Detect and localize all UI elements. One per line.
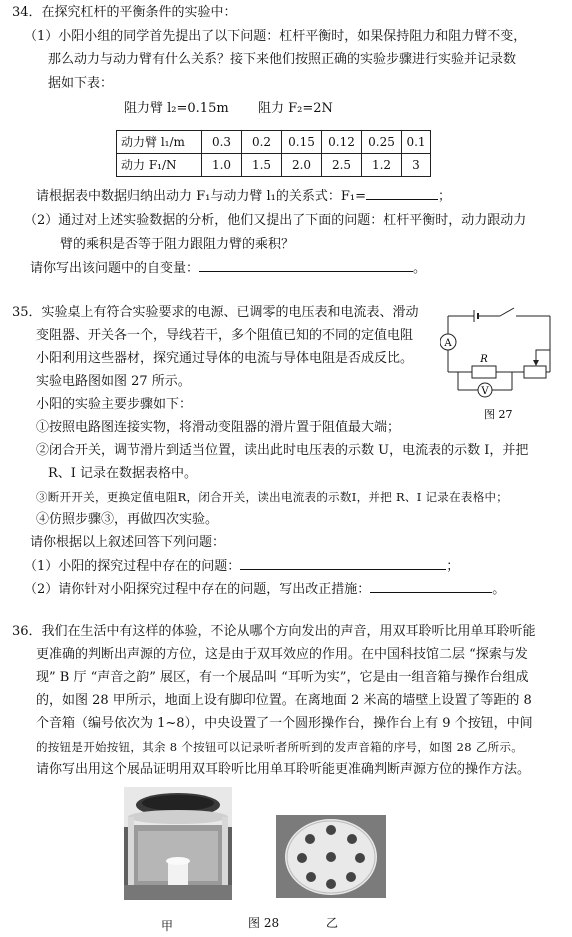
voltmeter-label: V: [481, 386, 489, 397]
q36-line6: 的按钮是开始按钮，其余 8 个按钮可以记录听者所听到的发声音箱的序号，如图 28 乙所示。: [36, 740, 524, 754]
exhibit-photo: [124, 787, 232, 900]
q35-step3: ③断开开关，更换定值电阻R，闭合开关，读出电流表的示数I，并把 R、I 记录在表格中；: [36, 490, 509, 504]
q34-relation-question: [36, 186, 451, 208]
figure-28-caption: 图 28: [248, 916, 280, 930]
answer-blank[interactable]: [370, 580, 492, 593]
q35-step1: ①按照电路图连接实物，将滑动变阻器的滑片置于阻值最大端；: [36, 420, 401, 435]
rheostat: [524, 366, 546, 378]
table-cell: 0.3: [202, 131, 242, 154]
q35-answer1: [24, 556, 459, 578]
q35-answer1-text: （1）小阳的探究过程中存在的问题：: [24, 559, 241, 574]
q35-answer1-end: ；: [446, 559, 460, 574]
q34-condition-arm: 阻力臂 l₂=0.15m: [124, 101, 229, 116]
q35-answer2: [24, 579, 505, 601]
q35-step2: ②闭合开关，调节滑片到适当位置，读出此时电压表的示数 U，电流表的示数 I，并把: [36, 443, 529, 458]
table-cell: 1.2: [362, 154, 402, 177]
table-row-label: 动力 F₁/N: [117, 154, 202, 177]
q34-condition-force: 阻力 F₂=2N: [258, 101, 333, 116]
table-cell: 0.12: [322, 131, 362, 154]
caption-yi: 乙: [326, 916, 339, 930]
table-row: [117, 131, 431, 154]
answer-blank[interactable]: [366, 187, 438, 200]
q36-line2: 更准确的判断出声源的方位，这是由于双耳效应的作用。在中国科技馆二层 “探索与发: [36, 647, 528, 662]
table-row-label: 动力臂 l₁/m: [117, 131, 202, 154]
q35-line2: 变阻器、开关各一个，导线若干，多个阻值已知的不同的定值电阻: [36, 328, 414, 343]
q34-part2-line2: 臂的乘积是否等于阻力跟阻力臂的乘积？: [60, 237, 295, 252]
q34-part2-line1: （2）通过对上述实验数据的分析，他们又提出了下面的问题：杠杆平衡时，动力跟动力: [24, 213, 527, 228]
q36-line5: 个音箱（编号依次为 1~8），中央设置了一个圆形操作台，操作台上有 9 个按钮，中间: [36, 716, 533, 731]
resistor-label: R: [480, 354, 488, 365]
q34-part1-line1: （1）小阳小组的同学首先提出了以下问题：杠杆平衡时，如果保持阻力和阻力臂不变，: [24, 29, 527, 44]
q36-line4: 的，如图 28 甲所示，地面上设有脚印位置。在离地面 2 米高的墙壁上设置了等距的 8: [36, 693, 532, 708]
q34-variable-question: [30, 258, 426, 280]
q34-relation-end: ；: [438, 189, 452, 204]
ammeter-label: A: [444, 338, 452, 349]
q34-variable-end: 。: [413, 261, 427, 276]
caption-jia: 甲: [161, 919, 174, 933]
q35-step2-cont: R、I 记录在数据表格中。: [48, 466, 198, 481]
q34-title: 34．在探究杠杆的平衡条件的实验中：: [12, 5, 237, 20]
operation-panel-photo: [276, 815, 386, 898]
table-cell: 1.5: [242, 154, 282, 177]
table-cell: 2.5: [322, 154, 362, 177]
resistor-r: [472, 366, 496, 378]
q35-step4: ④仿照步骤③，再做四次实验。: [36, 512, 219, 527]
q35-ask: 请你根据以上叙述回答下列问题：: [30, 535, 226, 550]
q35-answer2-text: （2）请你针对小阳探究过程中存在的问题，写出改正措施：: [24, 582, 371, 597]
switch-blade: [500, 308, 514, 316]
q35-answer2-end: 。: [492, 582, 506, 597]
table-cell: 0.1: [402, 131, 431, 154]
q36-line7: 请你写出用这个展品证明用双耳聆听比用单耳聆听能更准确判断声源方位的操作方法。: [36, 762, 531, 777]
q34-part1-line2: 那么动力与动力臂有什么关系？接下来他们按照正确的实验步骤进行实验并记录数: [48, 52, 517, 67]
table-cell: 3: [402, 154, 431, 177]
q36-line3: 现” B 厅 “声音之韵” 展区，有一个展品叫 “耳听为实”，它是由一组音箱与操作台组成: [36, 670, 529, 685]
table-cell: 0.25: [362, 131, 402, 154]
q35-line1: 35．实验桌上有符合实验要求的电源、已调零的电压表和电流表、滑动: [12, 305, 419, 320]
q35-line5: 小阳的实验主要步骤如下：: [36, 397, 193, 412]
q35-line3: 小阳利用这些器材，探究通过导体的电流与导体电阻是否成反比。: [36, 351, 414, 366]
q34-data-table: [116, 130, 431, 177]
circuit-diagram: [440, 300, 560, 425]
table-cell: 0.2: [242, 131, 282, 154]
figure-27-caption: 图 27: [484, 408, 513, 421]
table-cell: 2.0: [282, 154, 322, 177]
q34-variable-text: 请你写出该问题中的自变量：: [30, 261, 200, 276]
table-cell: 0.15: [282, 131, 322, 154]
q34-part1-line3: 据如下表：: [48, 76, 114, 91]
q35-line4: 实验电路图如图 27 所示。: [36, 374, 191, 389]
table-row: [117, 154, 431, 177]
q36-line1: 36．我们在生活中有这样的体验，不论从哪个方向发出的声音，用双耳聆听比用单耳聆听能: [12, 624, 536, 639]
answer-blank[interactable]: [240, 557, 446, 570]
answer-blank[interactable]: [199, 259, 413, 272]
table-cell: 1.0: [202, 154, 242, 177]
q34-relation-text: 请根据表中数据归纳出动力 F₁与动力臂 l₁的关系式：F₁=: [36, 189, 366, 204]
